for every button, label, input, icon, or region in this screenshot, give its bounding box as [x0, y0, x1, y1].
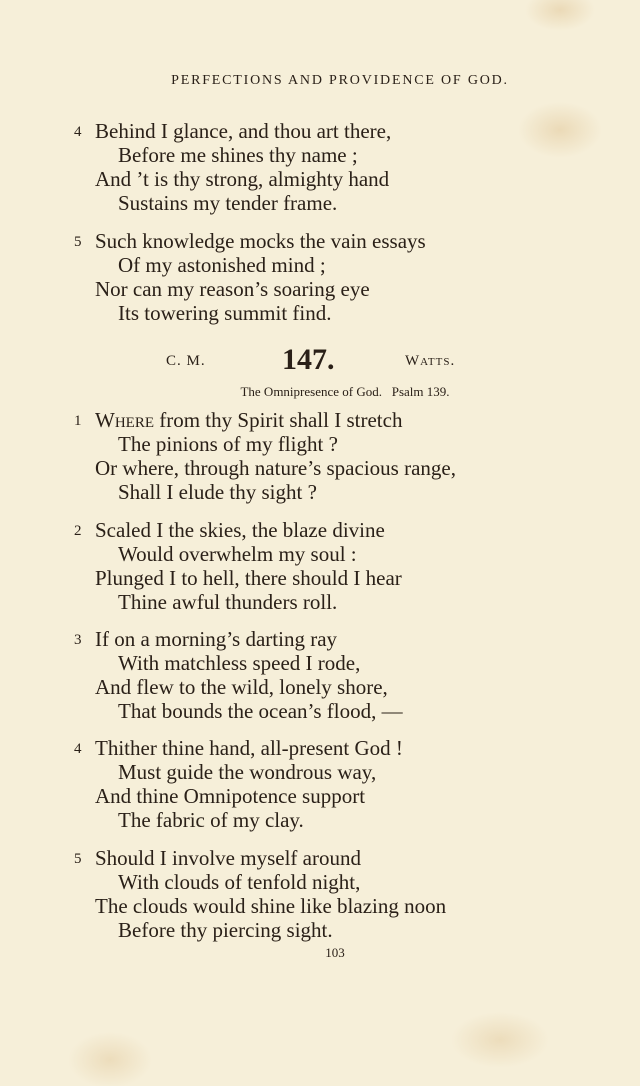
stanza-4 — [0, 736, 640, 832]
stanza-1 — [0, 408, 640, 504]
verse-line: Of my astonished mind ; — [118, 253, 326, 277]
stanza-5 — [0, 846, 640, 942]
verse-line: 3 If on a morning’s darting ray — [74, 627, 338, 651]
stanza-number: 2 — [74, 523, 82, 539]
stanza-3 — [0, 627, 640, 723]
verse-line: Must guide the wondrous way, — [118, 760, 377, 784]
verse-line: With clouds of tenfold night, — [118, 870, 361, 894]
stanza-number: 3 — [74, 632, 82, 648]
verse-line: And ’t is thy strong, almighty hand — [95, 167, 390, 191]
verse-line: Thine awful thunders roll. — [118, 590, 338, 614]
stanza-number: 1 — [74, 413, 82, 429]
verse-line: 5 Should I involve myself around — [74, 846, 361, 870]
verse-line: 5 Such knowledge mocks the vain essays — [74, 229, 426, 253]
verse-line: 4 Behind I glance, and thou art there, — [74, 119, 392, 143]
verse-line: Shall I elude thy sight ? — [118, 480, 317, 504]
verse-line: 4 Thither thine hand, all-present God ! — [74, 736, 403, 760]
stanza-prev-4 — [0, 119, 640, 215]
verse-line: And flew to the wild, lonely shore, — [95, 675, 388, 699]
hymn-subtitle: The Omnipresence of God. Psalm 139. — [240, 384, 450, 399]
first-word: Where — [95, 408, 154, 432]
verse-line: 1 Where from thy Spirit shall I stretch — [74, 408, 403, 432]
stanza-2 — [0, 518, 640, 614]
page-number: 103 — [325, 945, 345, 960]
hymn-author: Watts. — [405, 353, 456, 369]
verse-line: The fabric of my clay. — [118, 808, 304, 832]
stanza-number: 5 — [74, 234, 82, 250]
verse-line: The pinions of my flight ? — [118, 432, 338, 456]
verse-line: That bounds the ocean’s flood, — — [118, 699, 403, 723]
verse-line: Its towering summit find. — [118, 301, 332, 325]
verse-line: And thine Omnipotence support — [95, 784, 366, 808]
verse-line: Would overwhelm my soul : — [118, 542, 357, 566]
stanza-number: 5 — [74, 851, 82, 867]
hymn-number: 147. — [282, 343, 335, 376]
stanza-number: 4 — [74, 741, 82, 757]
verse-line: The clouds would shine like blazing noon — [95, 894, 447, 918]
verse-line: Before thy piercing sight. — [118, 918, 333, 942]
running-head: PERFECTIONS AND PROVIDENCE OF GOD. — [171, 73, 509, 88]
verse-line: With matchless speed I rode, — [118, 651, 361, 675]
verse-line: 2 Scaled I the skies, the blaze divine — [74, 518, 385, 542]
stanza-prev-5 — [0, 229, 640, 325]
hymn-meter: C. M. — [166, 353, 206, 369]
hymn-header — [0, 343, 640, 379]
verse-line: Plunged I to hell, there should I hear — [95, 566, 402, 590]
verse-line: Or where, through nature’s spacious range, — [95, 456, 456, 480]
verse-line: Sustains my tender frame. — [118, 191, 338, 215]
verse-line: Before me shines thy name ; — [118, 143, 358, 167]
stanza-number: 4 — [74, 124, 82, 140]
verse-line: Nor can my reason’s soaring eye — [95, 277, 370, 301]
